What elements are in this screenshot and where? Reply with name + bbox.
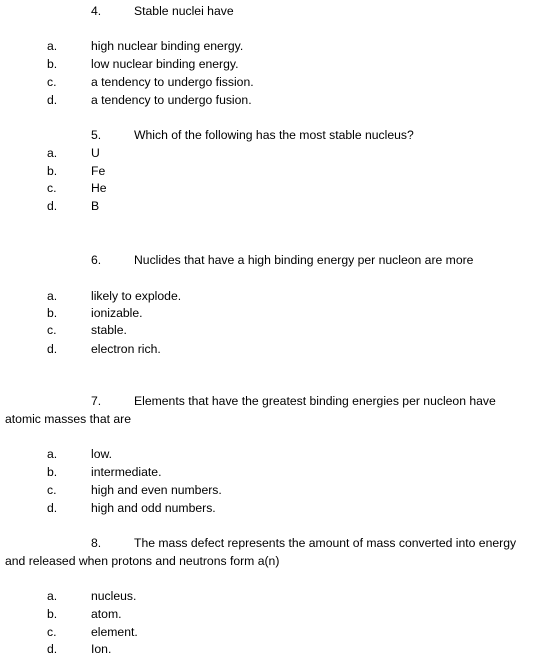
question-8-stem-line1: The mass defect represents the amount of mass converted into energy bbox=[134, 536, 517, 550]
question-4-number: 4. bbox=[91, 4, 102, 18]
q5-option-c-letter: c. bbox=[47, 181, 57, 195]
q5-option-a-text: U bbox=[91, 146, 100, 160]
q4-option-d-text: a tendency to undergo fusion. bbox=[91, 93, 252, 107]
q6-option-a-text: likely to explode. bbox=[91, 289, 182, 303]
q7-option-b-letter: b. bbox=[47, 465, 58, 479]
q7-option-c-letter: c. bbox=[47, 483, 57, 497]
q6-option-b-letter: b. bbox=[47, 306, 58, 320]
q8-option-b-letter: b. bbox=[47, 607, 58, 621]
q4-option-b-letter: b. bbox=[47, 57, 58, 71]
question-7-number: 7. bbox=[91, 394, 102, 408]
question-4-stem: Stable nuclei have bbox=[134, 4, 234, 18]
q8-option-b-text: atom. bbox=[91, 607, 122, 621]
question-7-stem-line1: Elements that have the greatest binding energies per nucleon have bbox=[134, 394, 496, 408]
question-5-stem: Which of the following has the most stable nucleus? bbox=[134, 128, 414, 142]
q7-option-a-text: low. bbox=[91, 447, 113, 461]
q7-option-d-text: high and odd numbers. bbox=[91, 501, 216, 515]
q4-option-a-letter: a. bbox=[47, 39, 58, 53]
q5-option-b-text: Fe bbox=[91, 164, 106, 178]
q6-option-d-letter: d. bbox=[47, 342, 58, 356]
q7-option-a-letter: a. bbox=[47, 447, 58, 461]
q6-option-b-text: ionizable. bbox=[91, 306, 143, 320]
q6-option-a-letter: a. bbox=[47, 289, 58, 303]
q4-option-a-text: high nuclear binding energy. bbox=[91, 39, 244, 53]
q4-option-b-text: low nuclear binding energy. bbox=[91, 57, 239, 71]
q7-option-d-letter: d. bbox=[47, 501, 58, 515]
q8-option-a-text: nucleus. bbox=[91, 589, 137, 603]
q4-option-d-letter: d. bbox=[47, 93, 58, 107]
q8-option-d-letter: d. bbox=[47, 642, 58, 656]
q7-option-c-text: high and even numbers. bbox=[91, 483, 222, 497]
q8-option-c-letter: c. bbox=[47, 625, 57, 639]
q5-option-a-letter: a. bbox=[47, 146, 58, 160]
q6-option-d-text: electron rich. bbox=[91, 342, 161, 356]
question-5-number: 5. bbox=[91, 128, 102, 142]
question-6-stem: Nuclides that have a high binding energy per nucleon are more bbox=[134, 253, 474, 267]
q4-option-c-letter: c. bbox=[47, 75, 57, 89]
q5-option-d-text: B bbox=[91, 199, 100, 213]
question-8-number: 8. bbox=[91, 536, 102, 550]
question-8-stem-line2: and released when protons and neutrons form a(n) bbox=[5, 554, 280, 568]
q8-option-c-text: element. bbox=[91, 625, 138, 639]
q6-option-c-text: stable. bbox=[91, 323, 127, 337]
q4-option-c-text: a tendency to undergo fission. bbox=[91, 75, 254, 89]
q8-option-d-text: Ion. bbox=[91, 642, 112, 656]
q5-option-d-letter: d. bbox=[47, 199, 58, 213]
q6-option-c-letter: c. bbox=[47, 323, 57, 337]
q8-option-a-letter: a. bbox=[47, 589, 58, 603]
q5-option-c-text: He bbox=[91, 181, 107, 195]
q5-option-b-letter: b. bbox=[47, 164, 58, 178]
question-6-number: 6. bbox=[91, 253, 102, 267]
q7-option-b-text: intermediate. bbox=[91, 465, 162, 479]
question-7-stem-line2: atomic masses that are bbox=[5, 412, 131, 426]
